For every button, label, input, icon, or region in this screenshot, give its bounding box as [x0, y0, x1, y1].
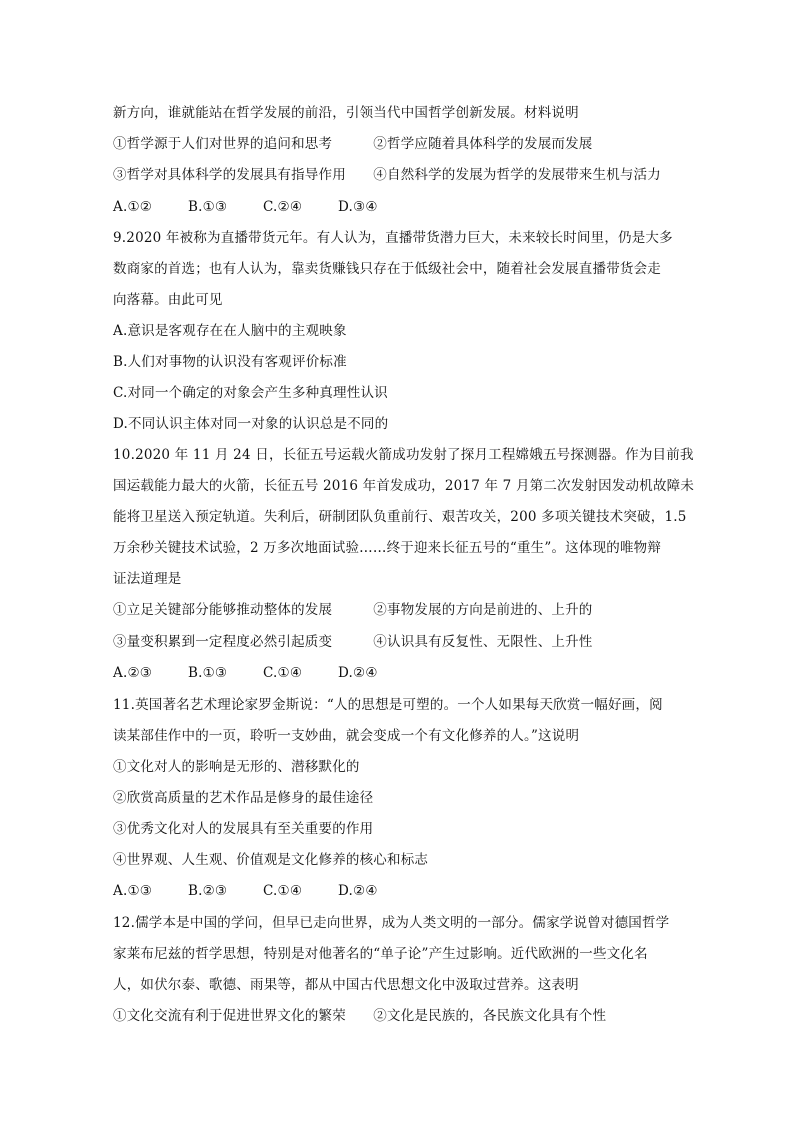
- q9-stem-line-2: 数商家的首选；也有人认为，靠卖货赚钱只存在于低级社会中，随着社会发展直播带货会走: [113, 261, 661, 277]
- q8-options-row-1: ①哲学源于人们对世界的追问和思考 ②哲学应随着具体科学的发展而发展: [113, 136, 593, 152]
- q10-choices: [113, 663, 378, 683]
- q10-choice-a: A.②③: [113, 665, 153, 681]
- q11-choice-b: B.②③: [188, 883, 228, 899]
- q10-stem-line-4: 万余秒关键技术试验，2 万多次地面试验……终于迎来长征五号的“重生”。这体现的唯物辩: [113, 540, 662, 556]
- q8-stem-tail: 新方向，谁就能站在哲学发展的前沿，引领当代中国哲学创新发展。材料说明: [113, 105, 579, 121]
- q11-option-1: ①文化对人的影响是无形的、潜移默化的: [113, 759, 360, 775]
- q9-option-c: C.对同一个确定的对象会产生多种真理性认识: [113, 385, 388, 401]
- q11-option-3: ③优秀文化对人的发展具有至关重要的作用: [113, 821, 374, 837]
- q8-choice-a: A.①②: [113, 199, 153, 215]
- q11-option-4: ④世界观、人生观、价值观是文化修养的核心和标志: [113, 852, 429, 868]
- q11-choices: [113, 881, 378, 901]
- q8-choice-d: D.③④: [338, 199, 378, 215]
- q10-options-row-2: ③量变积累到一定程度必然引起质变 ④认识具有反复性、无限性、上升性: [113, 634, 593, 650]
- q8-choices: [113, 197, 378, 217]
- q11-stem-line-2: 读某部佳作中的一页，聆听一支妙曲，就会变成一个有文化修养的人。”这说明: [113, 728, 580, 744]
- q9-stem-line-3: 向落幕。由此可见: [113, 292, 223, 308]
- q10-stem-line-1: 10.2020 年 11 月 24 日，长征五号运载火箭成功发射了探月工程嫦娥五号探测器。作为目前我: [113, 447, 694, 463]
- q10-choice-b: B.①③: [188, 665, 228, 681]
- q10-stem-line-2: 国运载能力最大的火箭，长征五号 2016 年首发成功，2017 年 7 月第二次发射因发动机故障未: [113, 478, 695, 494]
- q12-stem-line-3: 人，如伏尔泰、歌德、雨果等，都从中国古代思想文化中汲取过营养。这表明: [113, 977, 579, 993]
- q12-options-row-1: ①文化交流有利于促进世界文化的繁荣 ②文化是民族的，各民族文化具有个性: [113, 1008, 607, 1024]
- q11-choice-a: A.①③: [113, 883, 153, 899]
- q9-option-d: D.不同认识主体对同一对象的认识总是不同的: [113, 416, 389, 432]
- q8-options-row-2: ③哲学对具体科学的发展具有指导作用 ④自然科学的发展为哲学的发展带来生机与活力: [113, 167, 661, 183]
- q11-choice-d: D.②④: [338, 883, 378, 899]
- q9-option-a: A.意识是客观存在在人脑中的主观映象: [113, 323, 347, 339]
- q11-choice-c: C.①④: [263, 883, 303, 899]
- q12-stem-line-2: 家莱布尼兹的哲学思想，特别是对他著名的“单子论”产生过影响。近代欧洲的一些文化名: [113, 946, 648, 962]
- q11-stem-line-1: 11.英国著名艺术理论家罗金斯说：“人的思想是可塑的。一个人如果每天欣赏一幅好画，阅: [113, 697, 663, 713]
- q9-option-b: B.人们对事物的认识没有客观评价标准: [113, 354, 347, 370]
- q10-choice-c: C.①④: [263, 665, 303, 681]
- q10-choice-d: D.②④: [338, 665, 378, 681]
- q12-stem-line-1: 12.儒学本是中国的学问，但早已走向世界，成为人类文明的一部分。儒家学说曾对德国哲学: [113, 915, 670, 931]
- q10-stem-line-3: 能将卫星送入预定轨道。失利后，研制团队负重前行、艰苦攻关，200 多项关键技术突破，1.5: [113, 509, 687, 525]
- q9-stem-line-1: 9.2020 年被称为直播带货元年。有人认为，直播带货潜力巨大，未来较长时间里，仍是大多: [113, 230, 673, 246]
- q10-options-row-1: ①立足关键部分能够推动整体的发展 ②事物发展的方向是前进的、上升的: [113, 602, 593, 618]
- q10-stem-line-5: 证法道理是: [113, 571, 182, 587]
- q11-option-2: ②欣赏高质量的艺术作品是修身的最佳途径: [113, 790, 374, 806]
- q8-choice-c: C.②④: [263, 199, 303, 215]
- q8-choice-b: B.①③: [188, 199, 228, 215]
